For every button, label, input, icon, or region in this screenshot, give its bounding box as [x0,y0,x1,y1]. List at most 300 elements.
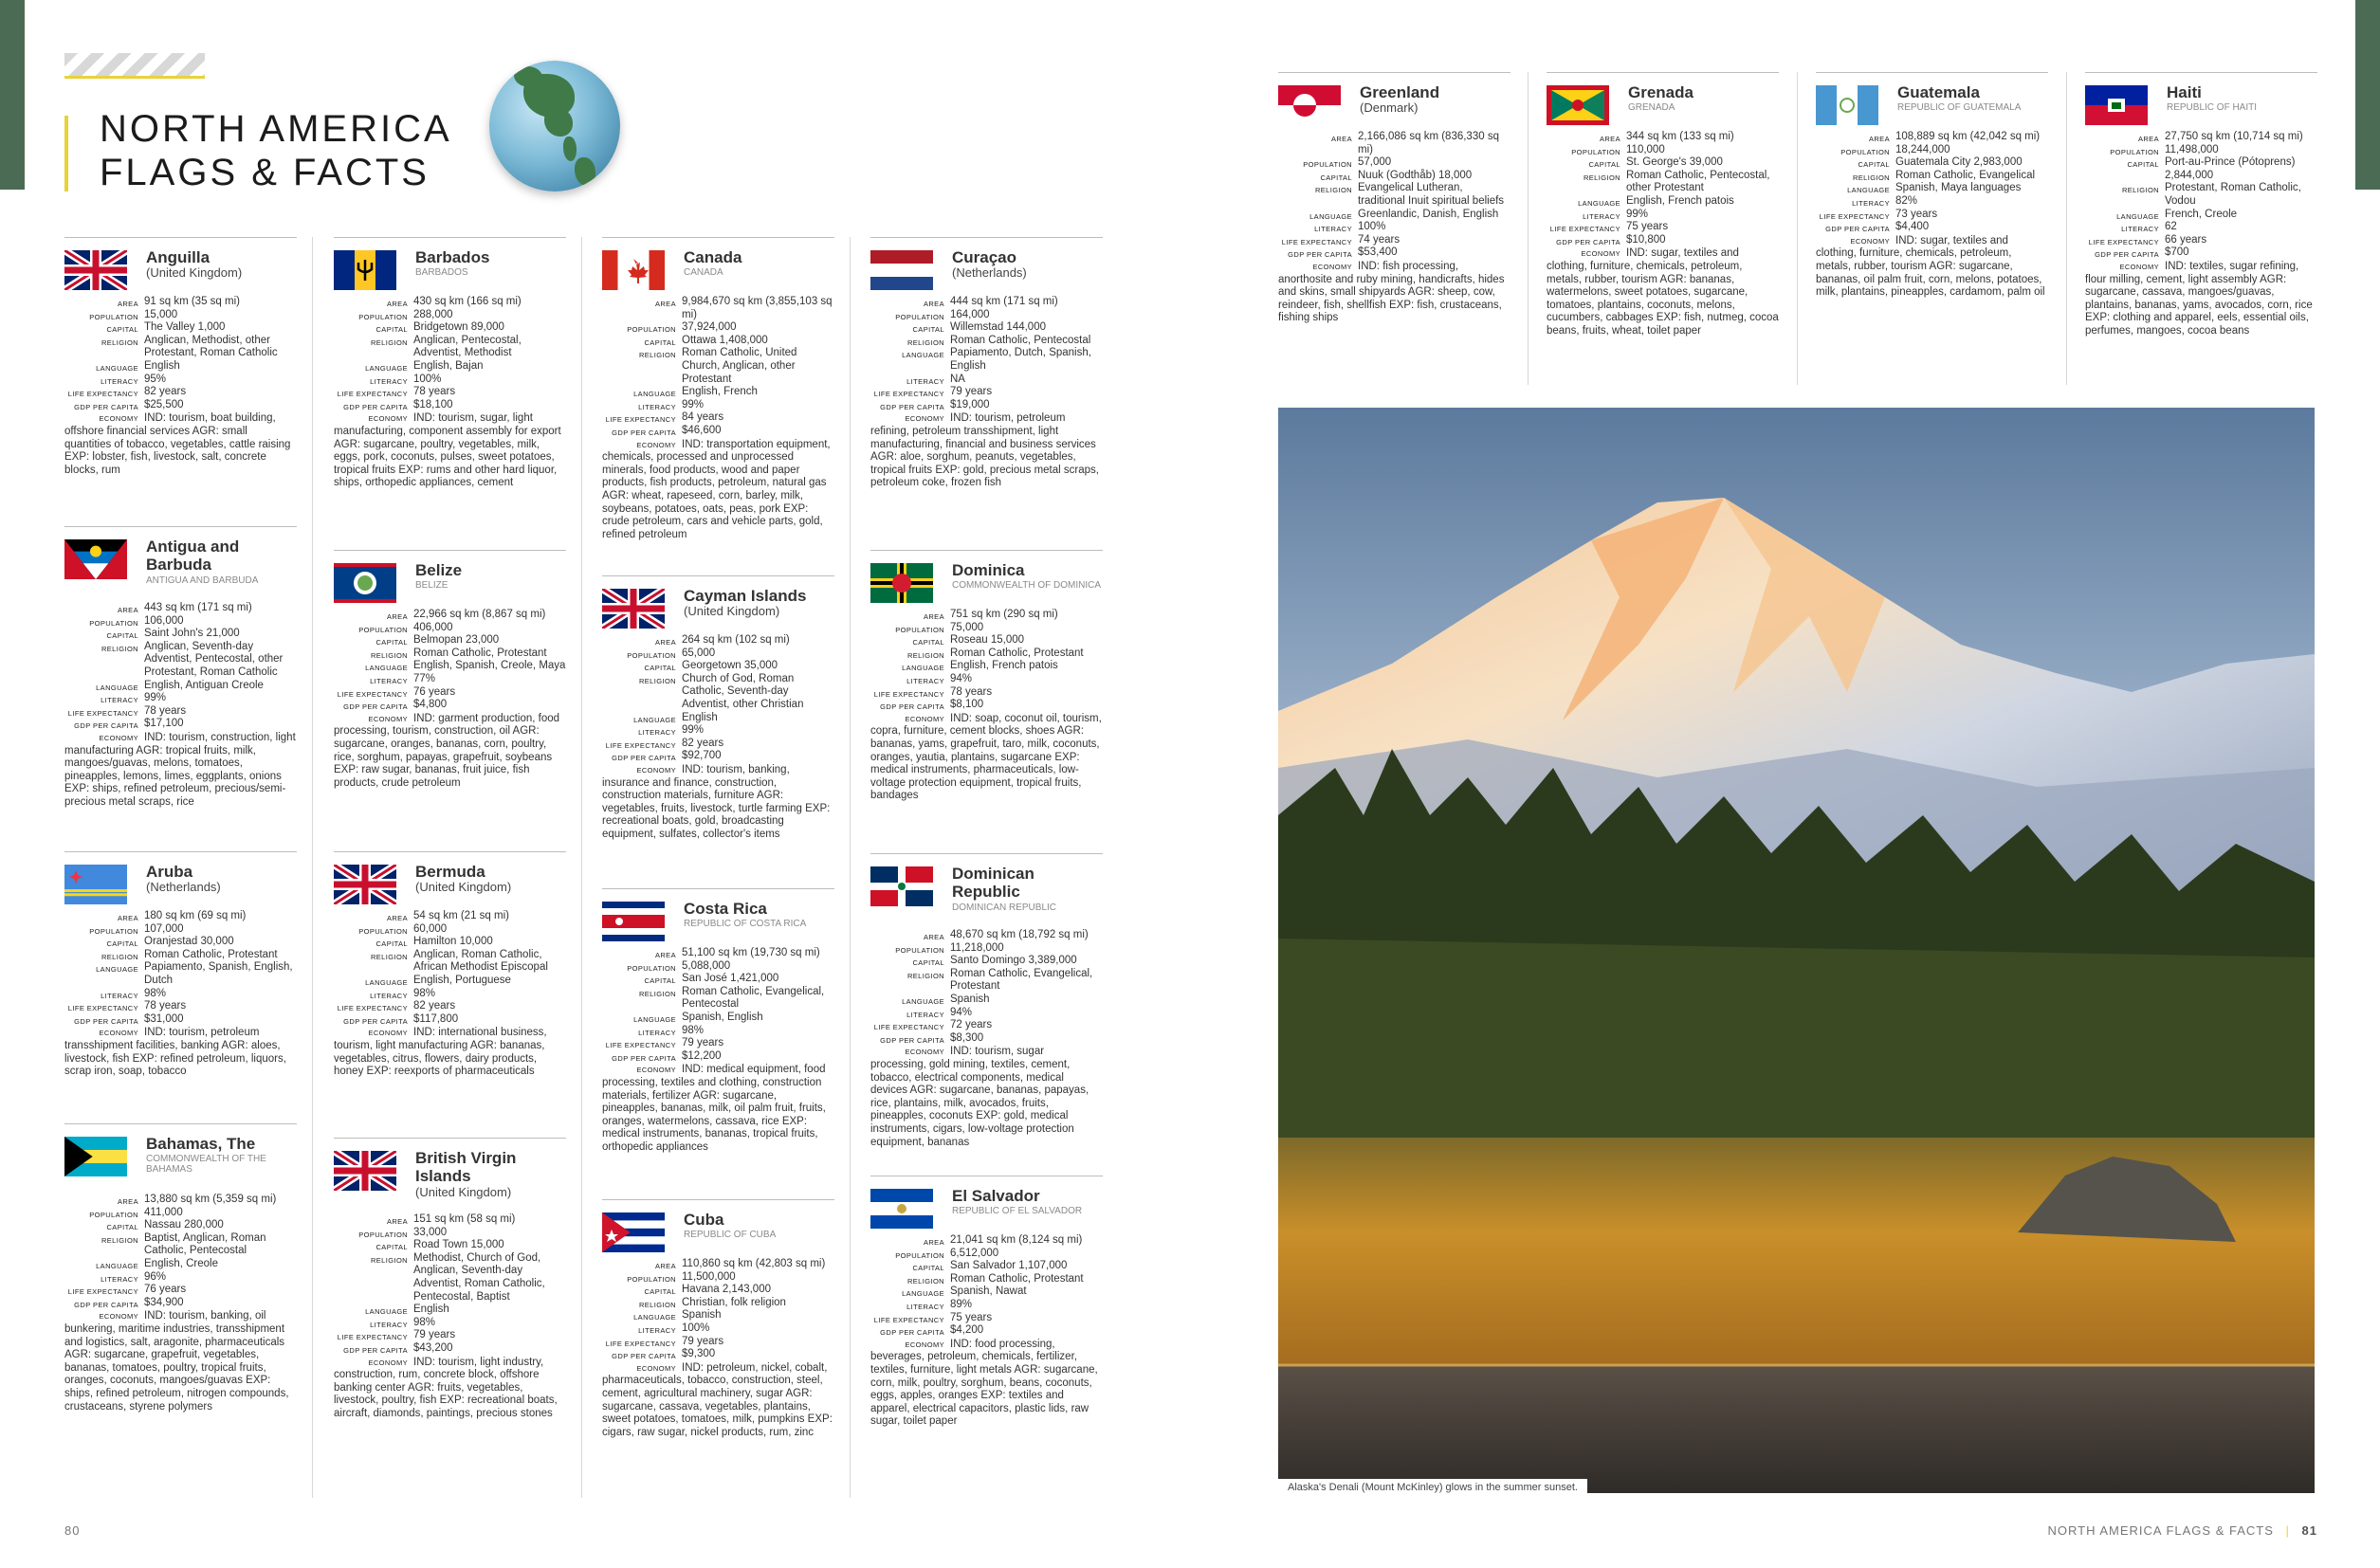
fact-label: GDP PER CAPITA [612,428,676,437]
country-subtitle: BELIZE [415,580,449,591]
fact-label: AREA [1868,135,1890,143]
fact-label: LITERACY [638,1325,676,1335]
fact-label: AREA [654,951,676,959]
fact-value: Roman Catholic, Evangelical [1895,169,2036,181]
fact-value: IND: tourism, light industry, construction, rum, concrete block, offshore banking center AGR: fruits, vegetables, livestock, poultry, fish EXP: recreational boats, aircraft, diamonds, paintings, precious stones [334,1356,558,1419]
fact-religion [64,641,297,680]
fact-label: CAPITAL [912,958,944,968]
fact-label: CAPITAL [1858,160,1890,170]
country-name: Curaçao [952,248,1017,266]
fact-label: AREA [1599,135,1620,143]
fact-value: 443 sq km (171 sq mi) [144,602,252,613]
fact-value: 48,670 sq km (18,792 sq mi) [950,929,1089,940]
fact-value: 99% [682,724,705,737]
fact-list [334,910,566,1079]
fact-value: IND: fish processing, anorthosite and ruby mining, handicrafts, hides and skins, small shipyards AGR: sheep, cow, reindeer, fish, shellfish EXP: fish, crustaceans, fishing ships [1278,260,1505,324]
fact-label: GDP PER CAPITA [612,754,676,763]
fact-religion [870,647,1103,661]
fact-area [334,1213,566,1227]
fact-value: 11,218,000 [950,941,1004,954]
fact-literacy [64,374,297,387]
fact-label: RELIGION [638,676,676,685]
fact-label: LIFE EXPECTANCY [873,689,944,699]
fact-label: AREA [923,933,944,941]
title-accent-rule [64,116,68,191]
fact-value: IND: food processing, beverages, petroleum, chemicals, fertilizer, textiles, furniture, light metals AGR: sugarcane, corn, milk, poultry, sorghum, beans, coconuts, eggs, apples, oranges EXP: textiles and apparel, electrical capacitors, plastic lids, raw sugar, toilet paper [870,1338,1098,1428]
fact-population [334,1227,566,1240]
fact-gdp [334,399,566,412]
fact-population [602,1271,834,1285]
fact-language [334,1304,566,1317]
fact-life [334,1000,566,1013]
fact-list [334,1213,566,1421]
entry-rule [602,1199,834,1200]
fact-life [64,705,297,719]
fact-value: Papiamento, Spanish, English, Dutch [144,961,293,986]
fact-label: POPULATION [358,312,408,321]
fact-language [602,1309,834,1322]
fact-label: LIFE EXPECTANCY [605,1041,676,1050]
fact-label: ECONOMY [368,1358,408,1367]
fact-gdp [602,425,834,438]
fact-value: 94% [950,672,973,684]
fact-value: Baptist, Anglican, Roman Catholic, Pentecostal [144,1231,266,1257]
fact-label: LANGUAGE [365,1307,408,1317]
fact-gdp [64,1013,297,1027]
fact-list [64,296,297,477]
country-subtitle: (Netherlands) [146,880,221,894]
entry-rule [1547,72,1779,73]
fact-gdp [870,699,1103,712]
fact-value: IND: petroleum, nickel, cobalt, pharmaceuticals, tobacco, construction, steel, cement, agricultural machinery, sugar AGR: sugarcane, cassava, vegetables, plantains, sweet potatoes, tomatoes, milk, pumpkins EXP: cigars, raw sugar, nickel products, rum, zinc [602,1361,833,1438]
fact-life [1278,234,1510,247]
fact-value: 65,000 [682,647,716,659]
anguilla-flag-icon [64,250,127,290]
fact-literacy [64,692,297,705]
fact-label: LIFE EXPECTANCY [605,415,676,425]
fact-value: 78 years [950,685,993,698]
fact-value: 95% [144,373,167,385]
fact-literacy [334,374,566,387]
fact-economy [870,412,1103,490]
greenland-flag-icon [1278,85,1341,125]
fact-value: 27,750 sq km (10,714 sq mi) [2165,131,2303,142]
fact-economy [64,1310,297,1413]
country-name: Bahamas, The [146,1135,256,1153]
fact-value: 99% [144,692,167,704]
fact-language [602,712,834,725]
fact-value: Bridgetown 89,000 [413,321,504,334]
fact-value: $46,600 [682,424,722,436]
fact-value: Protestant, Roman Catholic, Vodou [2165,182,2301,207]
fact-value: 18,244,000 [1895,143,1950,155]
entry-rule [2085,72,2317,73]
fact-value: Roman Catholic, United Church, Anglican, other Protestant [682,347,797,385]
haiti-flag-icon [2085,85,2148,125]
fact-label: RELIGION [370,952,408,961]
fact-value: Georgetown 35,000 [682,660,778,672]
fact-language [334,975,566,988]
fact-life [334,386,566,399]
fact-list [870,609,1103,803]
fact-language [870,347,1103,373]
fact-label: AREA [386,300,408,308]
entry-rule [64,1123,297,1124]
fact-area [602,296,834,321]
fact-area [1547,131,1779,144]
fact-value: Belmopan 23,000 [413,634,500,647]
fact-value: 5,088,000 [682,959,731,972]
fact-value: 54 sq km (21 sq mi) [413,910,509,921]
fact-value: Road Town 15,000 [413,1239,504,1251]
fact-value: Santo Domingo 3,389,000 [950,955,1077,967]
fact-value: English, French patois [950,660,1058,672]
fact-capital [602,973,834,986]
fact-value: 79 years [682,1335,724,1347]
fact-label: AREA [923,300,944,308]
fact-value: Willemstad 144,000 [950,321,1046,334]
fact-label: LIFE EXPECTANCY [337,390,408,399]
fact-value: $34,900 [144,1296,184,1308]
fact-label: ECONOMY [368,414,408,424]
fact-value: 51,100 sq km (19,730 sq mi) [682,947,820,958]
fact-value: 21,041 sq km (8,124 sq mi) [950,1234,1083,1246]
country-name: Haiti [2167,83,2202,101]
fact-label: LITERACY [101,696,138,705]
fact-religion [334,1252,566,1304]
entry-rule [64,526,297,527]
fact-population [602,321,834,335]
country-subtitle: ANTIGUA AND BARBUDA [146,575,259,586]
entry-rule [870,237,1103,238]
country-subtitle: REPUBLIC OF GUATEMALA [1897,102,2022,113]
entry-rule [334,237,566,238]
fact-value: 100% [413,373,442,385]
fact-value: $700 [2165,246,2189,259]
fact-religion [1816,170,2048,183]
fact-area [334,609,566,622]
fact-value: Methodist, Church of God, Anglican, Seventh-day Adventist, Roman Catholic, Pentecostal, Baptist [413,1251,545,1303]
fact-value: 79 years [950,386,993,398]
page-number-left: 80 [64,1523,81,1538]
entry-rule [64,851,297,852]
fact-label: RELIGION [101,952,138,961]
fact-label: LIFE EXPECTANCY [873,1023,944,1032]
fact-value: IND: transportation equipment, chemicals, processed and unprocessed minerals, food products, wood and paper products, fish products, petroleum, natural gas AGR: wheat, rapeseed, corn, barley, milk, soybeans, potatoes, oats, peas, pork EXP: crude petroleum, cars and vehicle parts, gold, refined petroleum [602,438,831,540]
fact-list [602,1258,834,1439]
fact-list [1547,131,1779,338]
country-subtitle: GRENADA [1628,102,1675,113]
fact-label: LANGUAGE [1847,186,1890,195]
fact-label: LITERACY [1314,225,1352,234]
fact-value: IND: tourism, sugar processing, gold mining, textiles, cement, tobacco, electrical components, medical devices AGR: sugarcane, bananas, papayas, rice, plantains, milk, avocados, fruits, pineapples, coconuts EXP: gold, medical instruments, cigars, low-voltage protection equipment, bananas [870,1046,1089,1148]
fact-life [64,386,297,399]
fact-religion [2085,182,2317,208]
fact-value: 77% [413,672,436,684]
fact-value: The Valley 1,000 [144,321,226,334]
fact-value: 264 sq km (102 sq mi) [682,634,790,646]
fact-label: GDP PER CAPITA [880,402,944,411]
fact-religion [1547,170,1779,195]
fact-value: Port-au-Prince (Pótoprens) 2,844,000 [2165,156,2296,181]
fact-value: IND: international business, tourism, light manufacturing AGR: bananas, vegetables, citrus, flowers, dairy products, honey EXP: reexports of pharmaceuticals [334,1027,547,1078]
fact-value: Roman Catholic, Pentecostal [950,334,1091,346]
fact-label: POPULATION [1303,160,1352,170]
fact-value: Evangelical Lutheran, traditional Inuit spiritual beliefs [1358,182,1505,207]
fact-value: Papiamento, Dutch, Spanish, English [950,347,1091,372]
fact-value: English, French [682,386,758,398]
fact-value: Spanish [950,993,990,1005]
fact-label: CAPITAL [106,325,138,335]
fact-value: $25,500 [144,398,184,410]
fact-life [870,1312,1103,1325]
fact-list [870,929,1103,1149]
fact-language [1816,182,2048,195]
running-footer [2047,1523,2317,1538]
entry-rule [602,237,834,238]
fact-value: 74 years [1358,233,1401,246]
fact-area [334,296,566,309]
fact-life [602,411,834,425]
fact-gdp [64,718,297,731]
fact-label: ECONOMY [99,733,138,742]
fact-language [602,386,834,399]
fact-gdp [1278,246,1510,260]
fact-label: POPULATION [627,650,676,660]
fact-label: LIFE EXPECTANCY [873,390,944,399]
fact-capital [64,1219,297,1232]
entry-rule [334,1138,566,1139]
fact-literacy [870,673,1103,686]
fact-population [334,622,566,635]
fact-value: 75 years [1626,221,1669,233]
fact-label: AREA [386,612,408,621]
fact-value: 57,000 [1358,156,1392,169]
column-rule [2066,72,2067,385]
fact-value: 73 years [1895,208,1938,220]
fact-list [602,634,834,842]
fact-literacy [602,1025,834,1038]
fact-gdp [64,1297,297,1310]
cayman-islands-flag-icon [602,589,665,629]
fact-value: Spanish [682,1309,722,1322]
bahamas-the-flag-icon [64,1137,127,1176]
fact-value: $4,400 [1895,221,1930,233]
fact-capital [334,321,566,335]
fact-label: RELIGION [638,351,676,360]
fact-value: 82 years [413,1000,456,1012]
country-subtitle: REPUBLIC OF EL SALVADOR [952,1206,1083,1216]
fact-gdp [602,1050,834,1064]
fact-label: LITERACY [101,376,138,386]
fact-label: LANGUAGE [96,1261,138,1270]
fact-label: LANGUAGE [365,363,408,373]
fact-literacy [1278,221,1510,234]
fact-label: LANGUAGE [902,664,944,673]
fact-population [64,923,297,937]
fact-value: $43,200 [413,1341,453,1354]
fact-value: IND: garment production, food processing, tourism, construction, oil AGR: sugarcane, oranges, bananas, corn, poultry, rice, sorghum, papayas, grapefruit, soybeans EXP: raw sugar, bananas, fruit juice, fish products, crude petroleum [334,712,560,789]
fact-label: ECONOMY [99,1029,138,1038]
fact-value: IND: textiles, sugar refining, flour milling, cement, light assembly AGR: sugarcane, cassava, mangoes/guavas, plantains, bananas, yams, avocados, corn, rice EXP: clothing and apparel, eels, essential oils, perfumes, mangoes, cocoa beans [2085,260,2313,337]
fact-value: Roman Catholic, Protestant [950,1272,1084,1285]
fact-capital [64,628,297,641]
fact-religion [602,1297,834,1310]
fact-area [870,929,1103,942]
fact-value: English [682,711,718,723]
fact-area [2085,131,2317,144]
fact-religion [64,949,297,962]
fact-religion [334,949,566,975]
fact-label: AREA [117,1197,138,1206]
fact-label: GDP PER CAPITA [880,1328,944,1338]
denali-landscape-image [1278,408,2315,1493]
fact-value: 430 sq km (166 sq mi) [413,296,522,307]
fact-language [64,1258,297,1271]
fact-label: LANGUAGE [633,1014,676,1024]
fact-value: $4,200 [950,1324,984,1337]
country-name: Canada [684,248,742,266]
fact-economy [1278,261,1510,325]
fact-religion [64,1232,297,1258]
fact-label: LANGUAGE [96,683,138,692]
grenada-flag-icon [1547,85,1609,125]
column-rule [1797,72,1798,385]
column-rule [850,237,851,1498]
fact-literacy [1816,195,2048,209]
fact-label: GDP PER CAPITA [1288,250,1352,260]
fact-religion [870,335,1103,348]
fact-label: AREA [386,1217,408,1226]
fact-value: 344 sq km (133 sq mi) [1626,131,1734,142]
fact-value: 110,860 sq km (42,803 sq mi) [682,1258,826,1269]
fact-label: LITERACY [370,1320,408,1329]
fact-capital [64,936,297,949]
country-subtitle: (Denmark) [1360,100,1419,115]
fact-label: LITERACY [1583,211,1620,221]
fact-label: GDP PER CAPITA [880,702,944,712]
fact-label: RELIGION [370,650,408,660]
fact-capital [870,634,1103,647]
page-title-line2: FLAGS & FACTS [100,152,430,193]
fact-life [2085,234,2317,247]
fact-value: $4,800 [413,699,448,711]
fact-label: CAPITAL [644,664,676,673]
fact-religion [870,1273,1103,1286]
fact-area [334,910,566,923]
fact-literacy [602,1322,834,1336]
fact-language [1547,195,1779,209]
fact-list [870,296,1103,490]
fact-label: RELIGION [1583,173,1620,182]
fact-area [870,296,1103,309]
fact-label: AREA [386,914,408,922]
fact-language [64,360,297,374]
country-name: British Virgin Islands [415,1149,517,1185]
fact-label: GDP PER CAPITA [343,702,408,712]
fact-value: 84 years [682,411,724,424]
fact-label: LANGUAGE [1578,198,1620,208]
country-subtitle: REPUBLIC OF COSTA RICA [684,919,807,929]
fact-gdp [334,1013,566,1027]
fact-language [334,360,566,374]
fact-label: LITERACY [101,991,138,1000]
fact-label: LITERACY [370,376,408,386]
fact-value: 60,000 [413,922,448,935]
fact-list [334,296,566,490]
fact-value: Oranjestad 30,000 [144,936,234,948]
fact-economy [64,412,297,477]
column-rule [581,237,582,1498]
fact-value: 100% [1358,221,1386,233]
fact-label: LIFE EXPECTANCY [1549,225,1620,234]
fact-literacy [64,988,297,1001]
fact-value: 75,000 [950,621,984,633]
fact-label: LITERACY [638,1028,676,1037]
fact-value: IND: soap, coconut oil, tourism, copra, furniture, cement blocks, shoes AGR: bananas, yams, grapefruit, taro, milk, coconuts, oranges, yautia, plantains, sugarcane EXP: medical instruments, pharmaceuticals, low-voltage protection equipment, tropical fruits, bandages [870,712,1102,802]
fact-label: LIFE EXPECTANCY [605,740,676,750]
fact-value: 75 years [950,1311,993,1323]
fact-list [1278,131,1510,325]
fact-label: ECONOMY [99,414,138,424]
fact-life [870,386,1103,399]
fact-value: $18,100 [413,398,453,410]
fact-literacy [602,399,834,412]
fact-label: RELIGION [101,1235,138,1245]
fact-label: RELIGION [906,1276,944,1285]
fact-value: 22,966 sq km (8,867 sq mi) [413,609,546,620]
fact-economy [870,713,1103,803]
fact-label: LITERACY [906,1302,944,1311]
fact-value: Roseau 15,000 [950,634,1025,647]
antigua-and-barbuda-flag-icon [64,539,127,579]
fact-value: 66 years [2165,233,2207,246]
fact-economy [602,1362,834,1440]
fact-label: LITERACY [906,676,944,685]
fact-label: ECONOMY [1850,236,1890,246]
fact-value: IND: tourism, banking, insurance and finance, construction, construction materials, furniture AGR: vegetables, fruits, livestock, turtle farming EXP: recreational boats, gold, broadcasting equipment, sulfates, collector's items [602,763,831,840]
fact-value: Spanish, Maya languages [1895,182,2022,194]
entry-rule [602,575,834,576]
fact-value: 99% [682,398,705,410]
fact-label: POPULATION [895,312,944,321]
country-name: Cayman Islands [684,587,807,605]
country-subtitle: (United Kingdom) [146,265,243,280]
entry-rule [64,237,297,238]
fact-value: 13,880 sq km (5,359 sq mi) [144,1194,277,1205]
fact-literacy [870,1007,1103,1020]
fact-value: Anglican, Pentecostal, Adventist, Methodist [413,334,522,359]
fact-language [602,1012,834,1025]
country-subtitle: COMMONWEALTH OF DOMINICA [952,580,1102,591]
fact-value: 82% [1895,194,1918,207]
country-name: Antigua and Barbuda [146,538,240,574]
fact-label: RELIGION [370,1255,408,1265]
fact-population [1278,156,1510,170]
fact-value: English, Creole [144,1257,218,1269]
left-edge-tab [0,0,25,190]
fact-value: 79 years [682,1037,724,1049]
fact-value: 89% [950,1298,973,1310]
fact-economy [64,732,297,810]
fact-label: GDP PER CAPITA [2095,250,2159,260]
fact-value: IND: tourism, sugar, light manufacturing, component assembly for export AGR: sugarcane, poultry, vegetables, milk, eggs, pork, coconuts, pulses, sweet potatoes, tropical fruits EXP: rums and other hard liquor, ships, orthopedic appliances, cement [334,412,561,489]
fact-value: 11,498,000 [2165,143,2219,155]
fact-literacy [870,374,1103,387]
bermuda-flag-icon [334,865,396,904]
fact-language [870,660,1103,673]
fact-value: Church of God, Roman Catholic, Seventh-day Adventist, other Christian [682,672,804,710]
